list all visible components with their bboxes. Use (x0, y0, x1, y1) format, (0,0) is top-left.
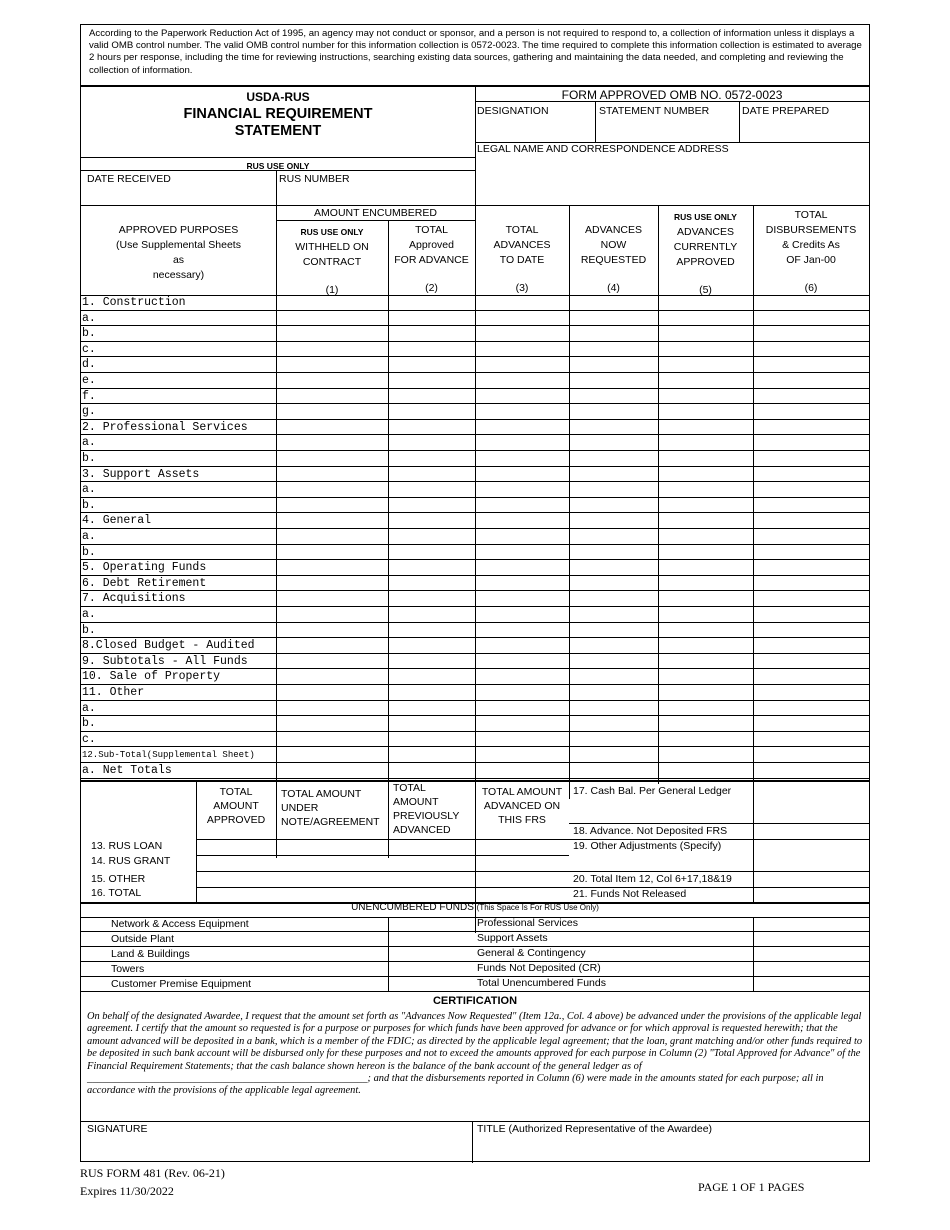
row-label: 7. Acquisitions (82, 592, 186, 606)
date-received-field[interactable]: DATE RECEIVED (87, 173, 171, 185)
table-row (81, 607, 869, 623)
table-row (81, 545, 869, 561)
table-row (81, 513, 869, 529)
rus-loan-row: 13. RUS LOAN (91, 840, 163, 852)
funds-not-released-row: 21. Funds Not Released (573, 888, 687, 900)
table-row (81, 404, 869, 420)
row-label: 11. Other (82, 686, 145, 699)
other-row: 15. OTHER (91, 873, 146, 885)
list-item (81, 932, 869, 947)
row-label: g. (82, 405, 96, 419)
unencumbered-right-label: Professional Services (477, 917, 578, 929)
rus-use-only-label: RUS USE ONLY (246, 161, 310, 171)
financial-requirement-form (80, 24, 870, 1162)
total-previously-advanced-header: TOTAL AMOUNT PREVIOUSLY ADVANCED (393, 782, 460, 836)
rus-grant-row: 14. RUS GRANT (91, 855, 171, 867)
unencumbered-right-label: General & Contingency (477, 947, 586, 959)
row-label: a. (82, 483, 96, 497)
col6-header: TOTAL DISBURSEMENTS & Credits As OF Jan-00 (6) (765, 209, 857, 294)
legal-name-address-field[interactable]: LEGAL NAME AND CORRESPONDENCE ADDRESS (477, 143, 729, 155)
unencumbered-right-label: Funds Not Deposited (CR) (477, 962, 601, 974)
paperwork-reduction-notice: According to the Paperwork Reduction Act of 1995, an agency may not conduct or sponsor, and a person is not required to respond to, a collection of information unless it displays a valid OMB control number. The valid OMB control number for this information collection is 0572-0023. The time required to complete this information collection is estimated to average 2 hours per response, including the time for reviewing instructions, searching existing data sources, gathering and maintaining the data needed, and completing and reviewing the collection of information. (89, 28, 862, 76)
row-label: c. (82, 732, 96, 746)
row-label: a. (82, 530, 96, 543)
signature-field[interactable]: SIGNATURE (87, 1123, 148, 1135)
table-row (81, 685, 869, 701)
row-label: 3. Support Assets (82, 467, 200, 481)
table-row (81, 451, 869, 467)
unencumbered-right-label: Total Unencumbered Funds (477, 977, 606, 989)
list-item (81, 917, 869, 932)
table-row (81, 576, 869, 592)
row-label: d. (82, 358, 96, 372)
total-amount-approved-header: TOTAL AMOUNT APPROVED (206, 786, 266, 826)
col1-header: RUS USE ONLY WITHHELD ON CONTRACT (1) (295, 227, 369, 296)
rus-number-field[interactable]: RUS NUMBER (279, 173, 350, 185)
title-field[interactable]: TITLE (Authorized Representative of the Awardee) (477, 1123, 713, 1135)
row-label: b. (82, 623, 96, 637)
list-item (81, 962, 869, 977)
amount-encumbered-header: AMOUNT ENCUMBERED (314, 207, 437, 219)
row-label: a. (82, 436, 96, 450)
table-row (81, 716, 869, 732)
row-label: e. (82, 374, 96, 387)
page-count: PAGE 1 OF 1 PAGES (698, 1180, 805, 1194)
table-row (81, 701, 869, 717)
row-label: b. (82, 498, 96, 512)
table-row (81, 763, 869, 779)
date-prepared-field[interactable]: DATE PREPARED (742, 105, 830, 117)
table-row (81, 342, 869, 358)
row-label: b. (82, 717, 96, 731)
advance-not-deposited-row: 18. Advance. Not Deposited FRS (573, 825, 728, 837)
cash-balance-row: 17. Cash Bal. Per General Ledger (573, 785, 732, 797)
ledger-date-blank[interactable]: ______________________________________________________ (87, 1073, 368, 1085)
unencumbered-right-label: Support Assets (477, 932, 548, 944)
certification-text: On behalf of the designated Awardee, I request that the amount set forth as "Advances Now Requested" (Item 12a., Col. 4 above) be advanced under the provisions of the applicable legal agreement. I certify that the amount so requested is for a purpose or purposes for which funds have been approved for advance or for which approval is requested herewith; that the amount advanced will be deposited in a bank, which is a member of the FDIC; as directed by the applicable legal agreement; that the loan, grant matching and/or other funds required to be deposited in such bank account will be disbursed only for these purposes and not to exceed the amounts approved for each purpose in Column (2) "Total Approved for Advance" of the Financial Requirement Statements; that the cash balance shown hereon is the balance of the bank account of the general ledger as of ______________________________________________________; and that the disbursements reported in Column (6) were made in the amounts stated for each purpose; all in accordance with the provisions of the applicable legal agreement. (87, 1011, 863, 1097)
expiration-date: Expires 11/30/2022 (80, 1184, 174, 1198)
row-label: b. (82, 452, 96, 465)
row-label: a. (82, 311, 96, 325)
table-row (81, 357, 869, 373)
row-label: 5. Operating Funds (82, 561, 207, 575)
form-number: RUS FORM 481 (Rev. 06-21) (80, 1166, 225, 1180)
col2-header: TOTAL Approved FOR ADVANCE (2) (394, 224, 469, 294)
row-label: b. (82, 327, 96, 341)
col4-header: ADVANCES NOW REQUESTED (4) (580, 224, 647, 294)
other-adjustments-row: 19. Other Adjustments (Specify) (573, 840, 722, 852)
table-row (81, 498, 869, 514)
col3-header: TOTAL ADVANCES TO DATE (3) (493, 224, 551, 294)
row-label: 1. Construction (82, 296, 186, 309)
row-label: a. (82, 608, 96, 621)
table-row (81, 482, 869, 498)
row-label: 4. General (82, 514, 152, 528)
table-row (81, 560, 869, 576)
unencumbered-left-label: Outside Plant (111, 933, 175, 945)
table-row (81, 669, 869, 685)
table-row (81, 435, 869, 451)
row-label: a. (82, 701, 96, 715)
unencumbered-funds-title: UNENCUMBERED FUNDS (This Space Is For RUS Use Only) (351, 902, 599, 913)
row-label: 12.Sub-Total(Supplemental Sheet) (82, 750, 255, 761)
total-under-note-header: TOTAL AMOUNT UNDER NOTE/AGREEMENT (281, 788, 380, 828)
form-title: FINANCIAL REQUIREMENT STATEMENT (183, 106, 373, 139)
total-row: 16. TOTAL (91, 887, 142, 899)
table-row (81, 373, 869, 389)
table-row (81, 623, 869, 639)
row-label: c. (82, 342, 96, 356)
unencumbered-left-label: Land & Buildings (111, 948, 190, 960)
table-row (81, 654, 869, 670)
row-label: b. (82, 545, 96, 559)
list-item (81, 947, 869, 962)
row-label: a. Net Totals (82, 764, 172, 777)
list-item (81, 977, 869, 992)
agency-name: USDA-RUS (246, 90, 310, 104)
table-row (81, 420, 869, 436)
row-label: f. (82, 389, 96, 403)
col5-header: RUS USE ONLY ADVANCES CURRENTLY APPROVED (5) (673, 212, 738, 296)
total-advanced-this-frs-header: TOTAL AMOUNT ADVANCED ON THIS FRS (481, 786, 563, 826)
unencumbered-left-label: Network & Access Equipment (111, 918, 249, 930)
row-label: 6. Debt Retirement (82, 576, 207, 590)
table-row (81, 467, 869, 483)
row-label: 8.Closed Budget - Audited (82, 639, 255, 653)
unencumbered-left-label: Customer Premise Equipment (111, 978, 252, 990)
table-row (81, 295, 869, 311)
certification-title: CERTIFICATION (432, 995, 518, 1007)
table-row (81, 747, 869, 763)
designation-field[interactable]: DESIGNATION (477, 105, 549, 117)
total-item-12-row: 20. Total Item 12, Col 6+17,18&19 (573, 873, 732, 885)
row-label: 10. Sale of Property (82, 670, 221, 684)
row-label: 9. Subtotals - All Funds (82, 654, 248, 668)
unencumbered-left-label: Towers (111, 963, 145, 975)
table-row (81, 591, 869, 607)
statement-number-field[interactable]: STATEMENT NUMBER (599, 105, 710, 117)
approved-purposes-header: APPROVED PURPOSES (Use Supplemental Sheets as necessary) (116, 224, 241, 281)
table-row (81, 732, 869, 748)
table-row (81, 326, 869, 342)
table-row (81, 311, 869, 327)
omb-number: FORM APPROVED OMB NO. 0572-0023 (561, 88, 783, 102)
table-row (81, 638, 869, 654)
table-row (81, 529, 869, 545)
row-label: 2. Professional Services (82, 420, 248, 434)
table-row (81, 389, 869, 405)
